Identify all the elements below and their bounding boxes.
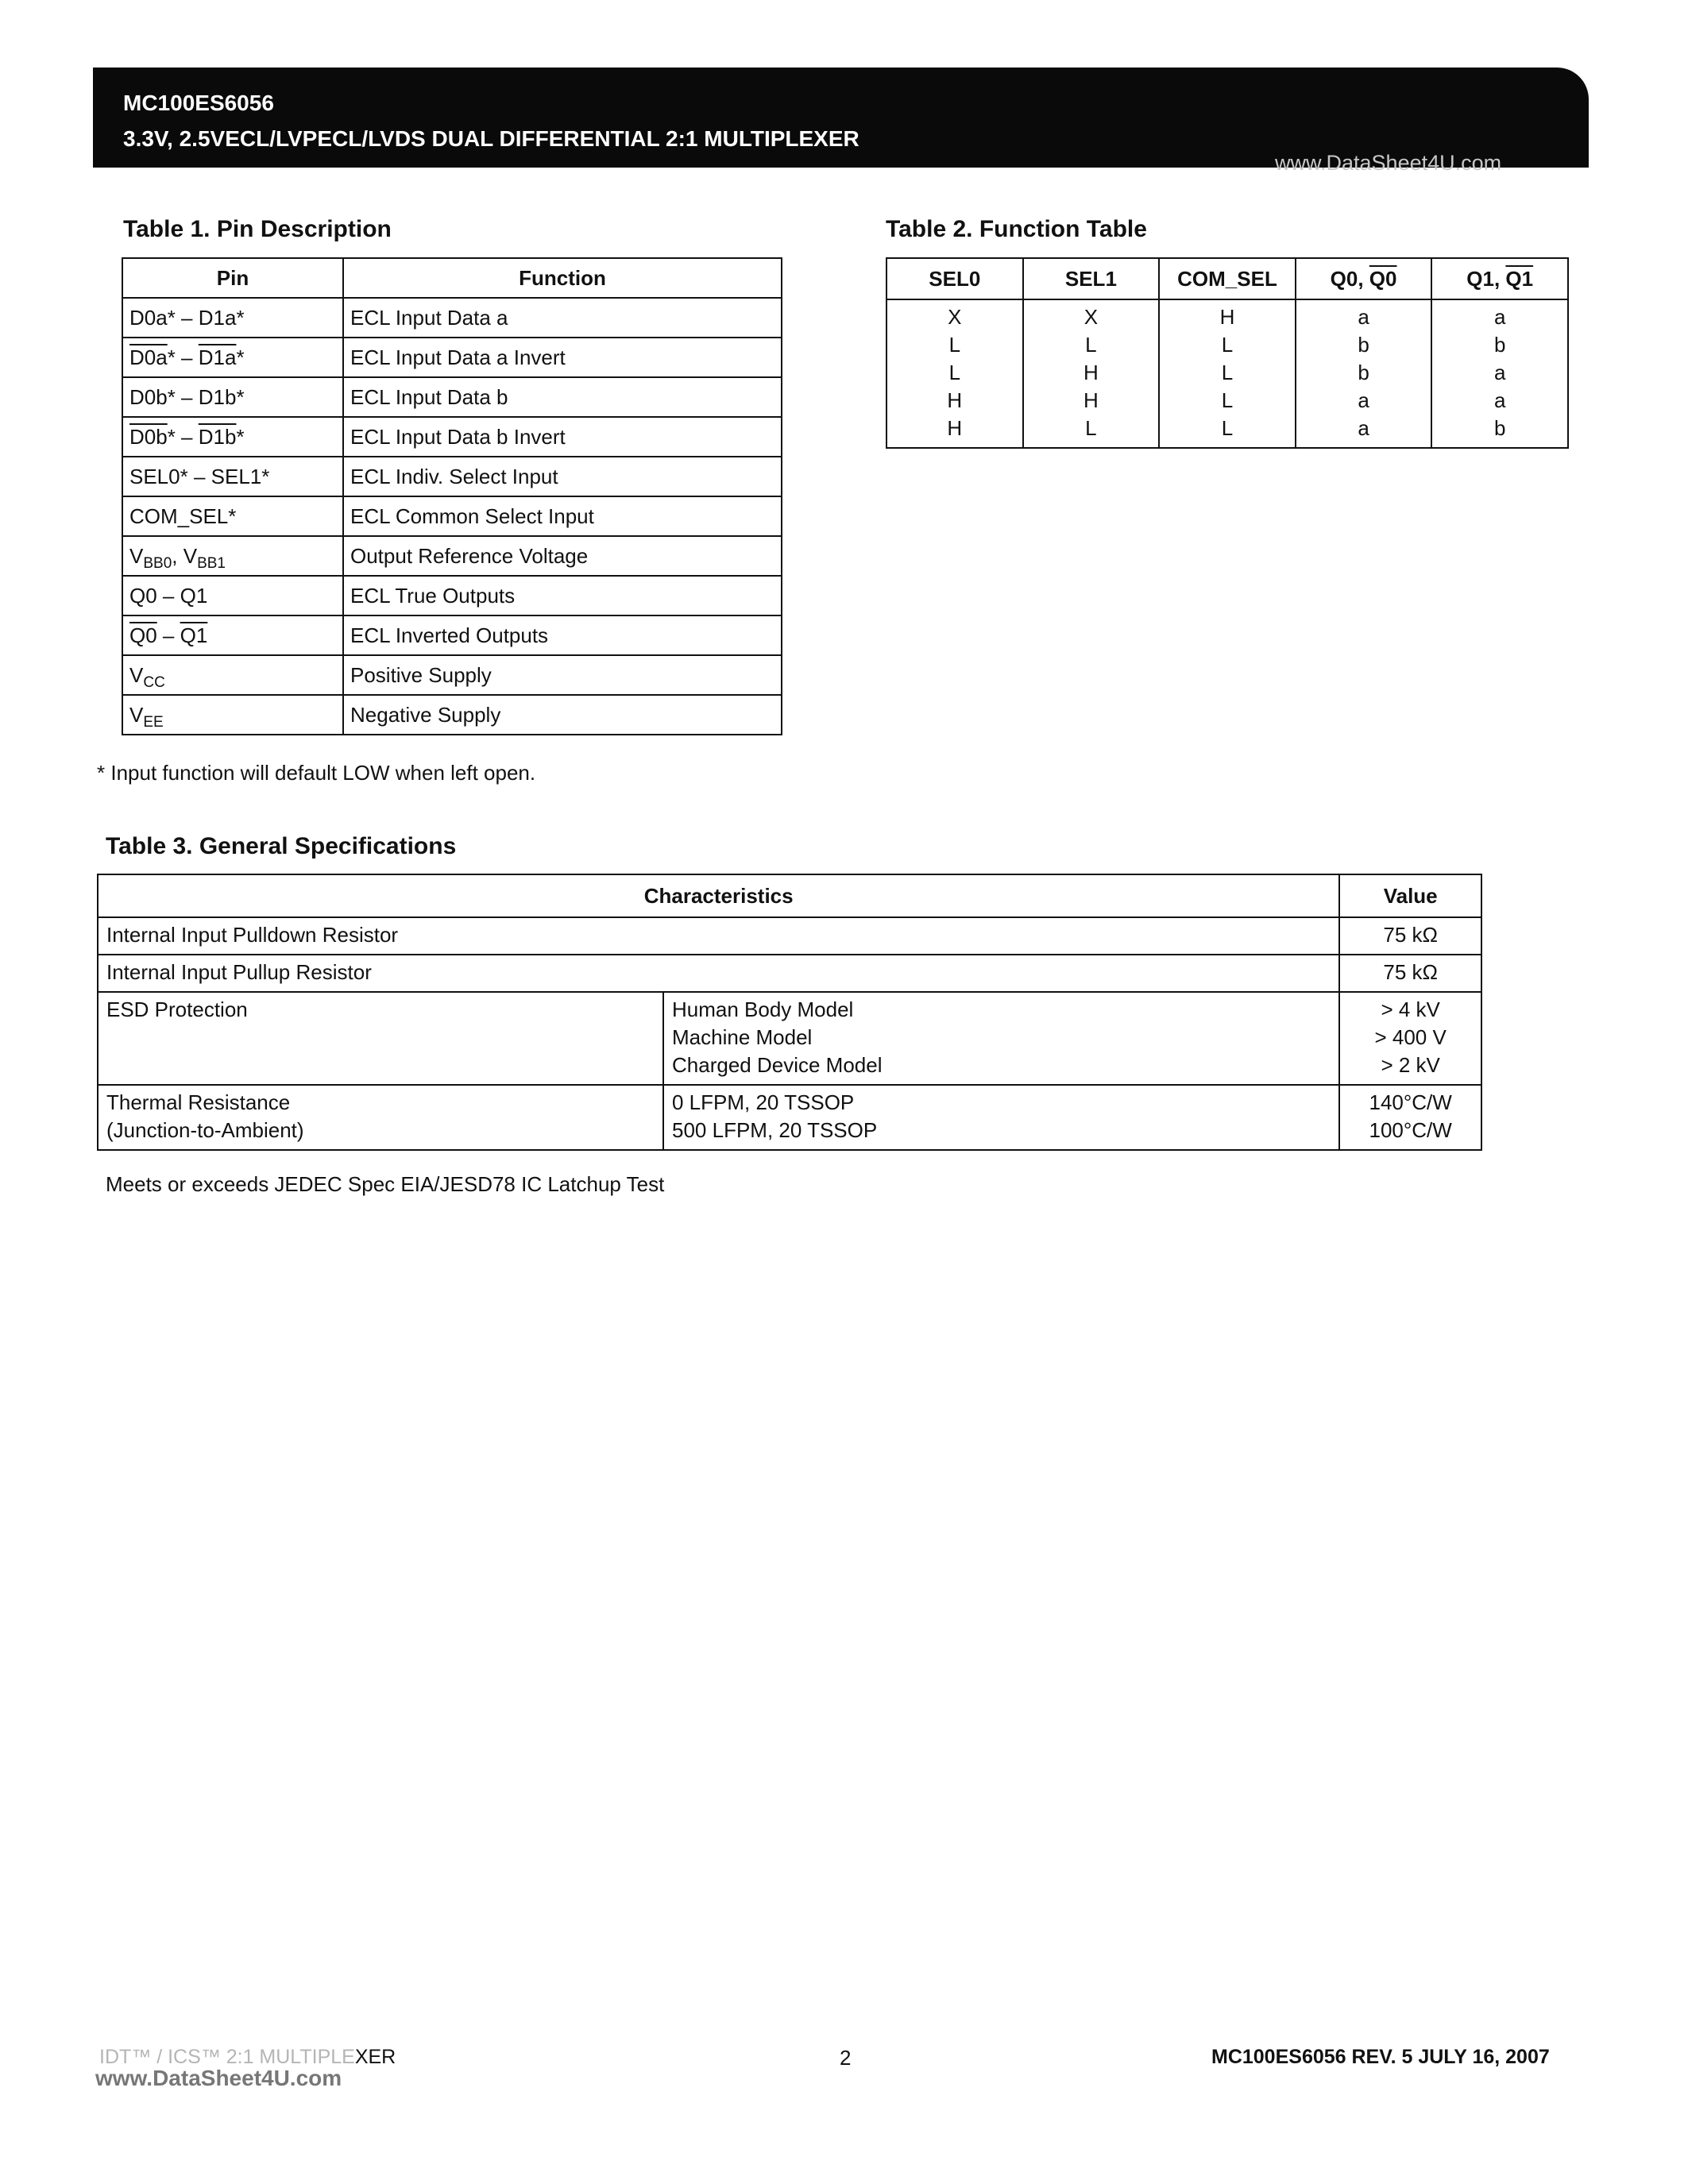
com-sel-values: H L L L L: [1159, 299, 1296, 448]
table-row: [122, 655, 782, 695]
sel0-values: X L L H H: [886, 299, 1023, 448]
function-cell: ECL Input Data b: [343, 377, 782, 417]
table3-note: Meets or exceeds JEDEC Spec EIA/JESD78 IC Latchup Test: [106, 1172, 665, 1196]
table1-caption: Table 1. Pin Description: [123, 216, 392, 242]
pin-cell: D0a* – D1a*: [122, 298, 343, 338]
table-row: [122, 377, 782, 417]
function-cell: ECL True Outputs: [343, 576, 782, 615]
pin-cell: D0b* – D1b*: [122, 417, 343, 457]
function-cell: ECL Input Data a Invert: [343, 338, 782, 377]
characteristic-cell: Internal Input Pullup Resistor: [98, 955, 1339, 992]
footer-left: IDT™ / ICS™ 2:1 MULTIPLEXER: [99, 2046, 396, 2068]
footer-right: MC100ES6056 REV. 5 JULY 16, 2007: [1211, 2046, 1550, 2068]
value-cell: 140°C/W 100°C/W: [1339, 1085, 1481, 1150]
col-header-com-sel: COM_SEL: [1159, 258, 1296, 299]
pin-cell: D0b* – D1b*: [122, 377, 343, 417]
function-cell: ECL Inverted Outputs: [343, 615, 782, 655]
pin-description-table: [122, 257, 782, 735]
col-header-sel1: SEL1: [1023, 258, 1160, 299]
characteristic-cell: Thermal Resistance (Junction-to-Ambient): [98, 1085, 663, 1150]
function-cell: ECL Common Select Input: [343, 496, 782, 536]
function-cell: Negative Supply: [343, 695, 782, 735]
function-cell: Positive Supply: [343, 655, 782, 695]
table-row: [122, 338, 782, 377]
col-header-q0: Q0, Q0: [1296, 258, 1432, 299]
table-row: [98, 1085, 1481, 1150]
characteristic-cell: ESD Protection: [98, 992, 663, 1085]
pin-cell: Q0 – Q1: [122, 615, 343, 655]
function-cell: Output Reference Voltage: [343, 536, 782, 576]
table1-footnote: * Input function will default LOW when left open.: [97, 761, 536, 785]
table-row: [122, 417, 782, 457]
pin-cell: $V_{EE}$: [122, 695, 343, 735]
sel1-values: X L H H L: [1023, 299, 1160, 448]
condition-cell: Human Body Model Machine Model Charged Device Model: [663, 992, 1339, 1085]
col-header-q1: Q1, Q1: [1431, 258, 1568, 299]
table-row: [98, 992, 1481, 1085]
value-cell: 75 kΩ: [1339, 917, 1481, 955]
table2-caption: Table 2. Function Table: [886, 216, 1147, 242]
value-cell: > 4 kV > 400 V > 2 kV: [1339, 992, 1481, 1085]
condition-cell: 0 LFPM, 20 TSSOP 500 LFPM, 20 TSSOP: [663, 1085, 1339, 1150]
page-number: 2: [840, 2046, 852, 2070]
function-table: [886, 257, 1569, 449]
value-cell: 75 kΩ: [1339, 955, 1481, 992]
q0-values: a b b a a: [1296, 299, 1432, 448]
general-specifications-table: [97, 874, 1482, 1151]
function-cell: ECL Input Data a: [343, 298, 782, 338]
col-header-characteristics: Characteristics: [98, 874, 1339, 917]
table-row: [98, 917, 1481, 955]
function-cell: ECL Input Data b Invert: [343, 417, 782, 457]
table-row: [122, 457, 782, 496]
table-row: [122, 695, 782, 735]
table3-caption: Table 3. General Specifications: [106, 833, 457, 859]
table-header-row: [886, 258, 1568, 299]
col-header-value: Value: [1339, 874, 1481, 917]
table-row: [122, 615, 782, 655]
function-cell: ECL Indiv. Select Input: [343, 457, 782, 496]
table-row: [122, 536, 782, 576]
pin-cell: D0a* – D1a*: [122, 338, 343, 377]
col-header-function: Function: [343, 258, 782, 298]
table-row: [98, 955, 1481, 992]
table-row: [886, 299, 1568, 448]
table-row: [122, 496, 782, 536]
table-row: [122, 298, 782, 338]
pin-cell: SEL0* – SEL1*: [122, 457, 343, 496]
document-subtitle: 3.3V, 2.5VECL/LVPECL/LVDS DUAL DIFFERENTIAL 2:1 MULTIPLEXER: [123, 126, 859, 151]
characteristic-cell: Internal Input Pulldown Resistor: [98, 917, 1339, 955]
q1-values: a b a a b: [1431, 299, 1568, 448]
col-header-sel0: SEL0: [886, 258, 1023, 299]
pin-cell: Q0 – Q1: [122, 576, 343, 615]
watermark-top: www.DataSheet4U.com: [1275, 151, 1502, 175]
table-row: [122, 576, 782, 615]
pin-cell: $V_{BB0}$, $V_{BB1}$: [122, 536, 343, 576]
pin-cell: $V_{CC}$: [122, 655, 343, 695]
table-header-row: [122, 258, 782, 298]
col-header-pin: Pin: [122, 258, 343, 298]
table-header-row: [98, 874, 1481, 917]
pin-cell: COM_SEL*: [122, 496, 343, 536]
part-number: MC100ES6056: [123, 91, 274, 115]
watermark-bottom: www.DataSheet4U.com: [95, 2066, 342, 2090]
